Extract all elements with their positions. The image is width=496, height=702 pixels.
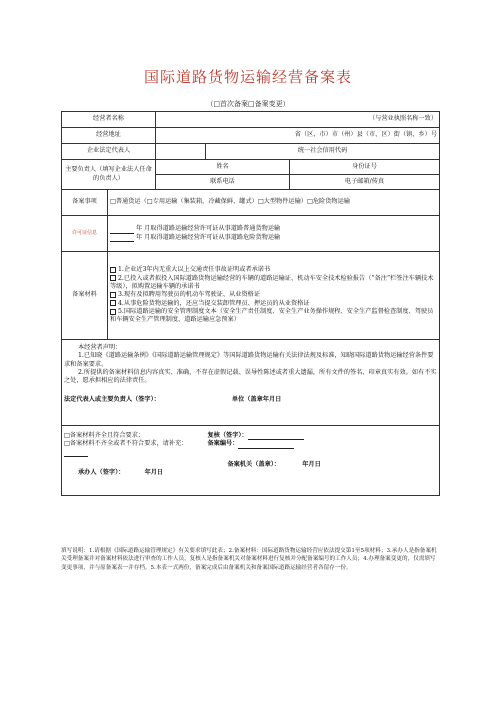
checkbox-icon <box>110 275 116 281</box>
office-date: 年月日 <box>302 460 321 468</box>
filing-form-table <box>61 111 440 496</box>
permit-line-2[interactable]: 年 月取得道路运输经营许可证从事道路危险货物运输 <box>110 234 437 242</box>
row-statement <box>62 340 440 426</box>
legal-rep-label: 企业法定代表人 <box>62 144 156 160</box>
handler-date: 年月日 <box>144 469 164 477</box>
principal-phone-label: 联系电话 <box>156 175 290 190</box>
permit-line-1[interactable]: 年 月取得道路运输经营许可证从事道路普通货物运输 <box>110 225 437 233</box>
statement-title: 本经营者声明： <box>78 344 122 351</box>
row-review <box>62 426 440 496</box>
office-label[interactable]: 备案机关（盖章）： <box>227 460 281 468</box>
statement-cell <box>62 340 440 426</box>
office-line <box>208 461 438 469</box>
form-subtitle: （□首次备案□备案变更） <box>206 100 290 108</box>
checkbox-icon <box>110 292 116 298</box>
address-label: 经营地址 <box>62 128 156 144</box>
review-right <box>206 426 440 496</box>
row-address <box>62 128 440 144</box>
principal-label: 主要负责人（填写企业法人任命的负责人） <box>62 160 156 190</box>
scope-label: 备案事项 <box>62 190 108 216</box>
material-item-3[interactable]: 3.现有及拟聘用驾驶员的机动车驾驶证、从业资格证 <box>110 291 437 299</box>
fill-instructions: 填写说明：1.请根据《国际道路运输管理规定》有关要求填写此表；2.备案材料：国际道路货物运输经营应依法提交第1至5项材料；3.承办人是指备案机关受理备案并对备案材料依法进行审查的工作人员，复核人是指备案机关对备案材料进行复核并分配备案编号的工作人员；4.办理备案变更的，仅需填写变更事项，并与原备案表一并存档。5.本表一式两份，备案完成后由备案机关和备案国际道路运输经营者各留存一份。 <box>61 548 437 571</box>
reviewer-line[interactable]: 复核（签字）： <box>208 432 438 440</box>
check-bad[interactable]: □备案材料不齐全或者不符合要求，请补充： <box>64 440 204 457</box>
materials-label: 备案材料 <box>62 252 108 340</box>
material-item-4[interactable]: 4.从事危险货物运输的，还应当提交装卸管理员、押运员的从业资格证 <box>110 300 437 308</box>
handler-label[interactable]: 承办人（签字）： <box>78 469 125 477</box>
row-scope <box>62 190 440 216</box>
checkbox-icon <box>110 267 116 273</box>
operator-name-field[interactable]: （与营业执照名称一致） <box>156 112 440 128</box>
checkbox-icon <box>110 300 116 306</box>
credit-code-label: 统一社会信用代码 <box>206 144 440 160</box>
row-permit <box>62 216 440 252</box>
form-title: 国际道路货物运输经营备案表 <box>143 68 352 86</box>
signature-label[interactable]: 法定代表人或主要负责人（签字）： <box>64 395 160 403</box>
record-no-line[interactable]: 备案编号： <box>208 440 438 448</box>
row-legal-rep <box>62 144 440 160</box>
row-operator-name <box>62 112 440 128</box>
check-ok[interactable]: □备案材料齐全且符合要求； <box>64 432 145 439</box>
scope-options[interactable]: □普通货运（□专用运输（集装箱、冷藏保鲜、罐式）□大型物件运输）□危险货物运输 <box>108 190 440 216</box>
row-materials <box>62 252 440 340</box>
handler-line <box>64 469 204 477</box>
signature-line <box>64 396 437 404</box>
checkbox-icon <box>110 309 116 315</box>
permit-lines <box>108 216 440 252</box>
signature-date: 单位（盖章年月日 <box>231 395 282 403</box>
address-field[interactable]: 省（区、市）市（州）县（市、区）街（镇、乡）号 <box>156 128 440 144</box>
permit-label: 许可证信息 <box>62 216 108 252</box>
material-item-1[interactable]: 1.企业近3年内无重大以上交通责任事故证明或者承诺书 <box>110 266 437 274</box>
principal-email-label: 电子邮箱/传真 <box>290 175 440 190</box>
row-principal-1 <box>62 160 440 175</box>
operator-name-label: 经营者名称 <box>62 112 156 128</box>
material-item-5[interactable]: 5.国际道路运输的安全管理制度文本（安全生产责任制度、安全生产业务操作规程、安全生产监督检查制度、驾驶员和车辆安全生产管理制度、道路运输应急预案） <box>110 308 434 324</box>
materials-list <box>108 252 440 340</box>
principal-id-label: 身份证号 <box>290 160 440 175</box>
material-item-2[interactable]: 2.已投入或者拟投入国际道路货物运输经营的车辆的道路运输证、机动车安全技术检验报告（“备注”栏签注车辆技术等级），拟购置运输车辆的承诺书 <box>110 274 434 290</box>
statement-2: 2.所提供的备案材料信息内容真实、准确，不存在虚假记载、误导性陈述或者重大遗漏，所有文件的签名、印章真实有效。如有不实之处，愿承担相应的法律责任。 <box>64 369 437 385</box>
review-left <box>62 426 206 496</box>
legal-rep-field[interactable] <box>156 144 206 160</box>
principal-name-label: 姓名 <box>156 160 290 175</box>
statement-1: 1.已知晓《道路运输条例》《国际道路运输管理规定》等国际道路货物运输有关法律法规及标准，知晓国际道路货物运输经营条件要求和备案要求。 <box>64 352 434 368</box>
